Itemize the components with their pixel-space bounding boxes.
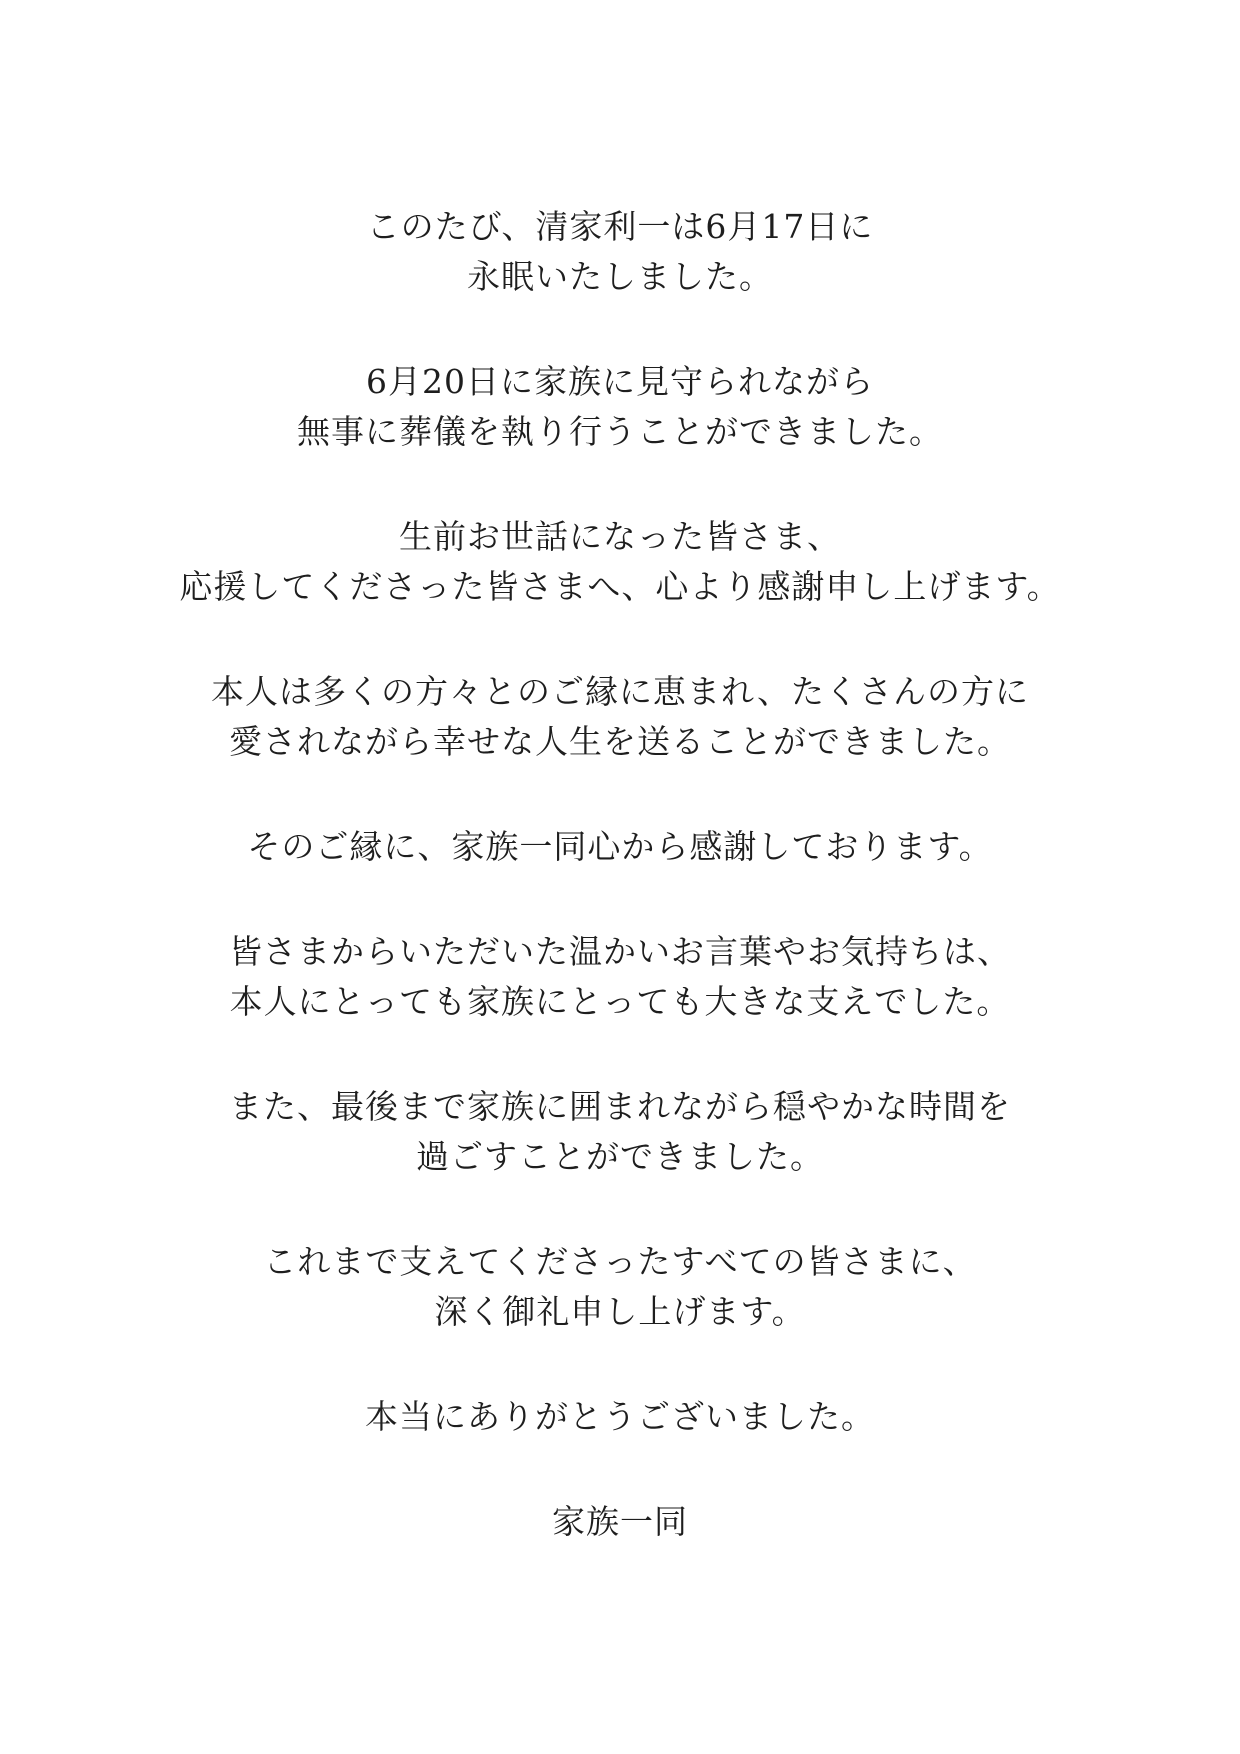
paragraph-funeral	[0, 357, 1240, 457]
text-line: 本当にありがとうございました。	[365, 1397, 875, 1436]
text-line: 過ごすことができました。	[416, 1137, 824, 1176]
paragraph-passing-notice	[0, 202, 1240, 302]
text-line: 深く御礼申し上げます。	[434, 1292, 806, 1331]
paragraph-thanks	[0, 512, 1240, 612]
paragraph-thank-you	[0, 1392, 1240, 1442]
text-line: これまで支えてくださったすべての皆さまに、	[263, 1242, 977, 1281]
signature	[0, 1497, 1240, 1547]
text-line: 本人は多くの方々とのご縁に恵まれ、たくさんの方に	[211, 672, 1029, 711]
paragraph-life	[0, 667, 1240, 767]
text-line: そのご縁に、家族一同心から感謝しております。	[247, 827, 993, 866]
paragraph-closing-thanks	[0, 1237, 1240, 1337]
text-line: 永眠いたしました。	[467, 257, 773, 296]
signature-text: 家族一同	[552, 1502, 688, 1541]
paragraph-gratitude	[0, 822, 1240, 872]
text-line: 生前お世話になった皆さま、	[399, 517, 841, 556]
text-line: また、最後まで家族に囲まれながら穏やかな時間を	[229, 1087, 1011, 1126]
letter-body	[0, 202, 1240, 1602]
paragraph-final-time	[0, 1082, 1240, 1182]
text-line: 応援してくださった皆さまへ、心より感謝申し上げます。	[179, 567, 1061, 606]
text-line: 本人にとっても家族にとっても大きな支えでした。	[229, 982, 1011, 1021]
text-line: 6月20日に家族に見守られながら	[366, 362, 874, 401]
text-line: 愛されながら幸せな人生を送ることができました。	[229, 722, 1011, 761]
paragraph-support	[0, 927, 1240, 1027]
text-line: このたび、清家利一は6月17日に	[366, 207, 874, 246]
text-line: 無事に葬儀を執り行うことができました。	[297, 412, 943, 451]
text-line: 皆さまからいただいた温かいお言葉やお気持ちは、	[229, 932, 1011, 971]
